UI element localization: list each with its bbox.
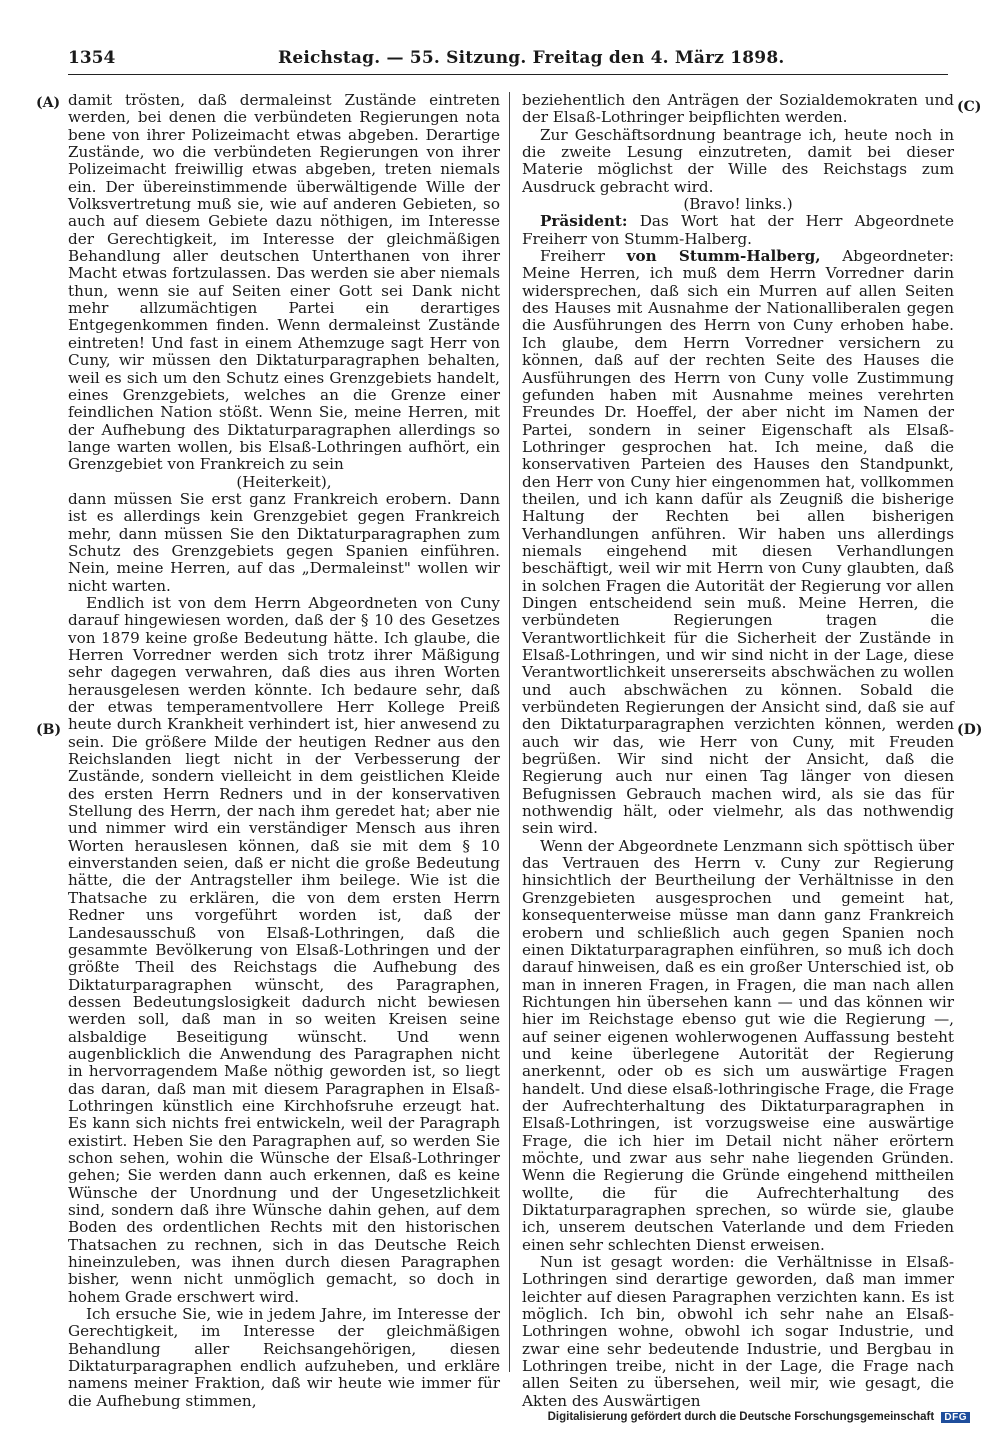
right-column <box>522 91 955 1410</box>
paragraph: Wenn der Abgeordnete Lenzmann sich spöttisch über das Vertrauen des Herrn v. Cuny zur Regierung hinsichtlich der Beurtheilung der Verhältnisse in den Grenzgebieten ausgesprochen und gemeint hat, konsequenterweise müsse man dann ganz Frankreich erobern und schließlich auch gegen Spanien noch einen Diktaturparagraphen einführen, so muß ich doch darauf hinweisen, daß es ein großer Unterschied ist, ob man in inneren Fragen, in Fragen, die man nach allen Richtungen hin übersehen kann — und das können wir hier im Reichstage ebenso gut wie die Regierung —, auf seiner eigenen wohlerwogenen Auffassung besteht und keine überlegene Autorität der Regierung anerkennt, oder ob es sich um auswärtige Fragen handelt. Und diese elsaß-lothringische Frage, die Frage der Aufrechterhaltung des Diktaturparagraphen in Elsaß-Lothringen, ist vorzugsweise eine auswärtige Frage, die ich hier im Detail nicht näher erörtern möchte, und zwar aus sehr nahe liegenden Gründen. Wenn die Regierung die Gründe eingehend mittheilen wollte, die für die Aufrechterhaltung des Diktaturparagraphen sprechen, so würde sie, glaube ich, unserem deutschen Vaterlande und dem Frieden einen sehr schlechten Dienst erweisen. <box>522 836 954 1254</box>
paragraph: Ich ersuche Sie, wie in jedem Jahre, im Interesse der Gerechtigkeit, im Interesse der gleichmäßigen Behandlung aller Reichsangehörigen, diesen Diktaturparagraphen endlich aufzuheben, und erkläre namens meiner Fraktion, daß wir heute wie immer für die Aufhebung stimmen, <box>68 1305 500 1410</box>
footer-text: Digitalisierung gefördert durch die Deutsche Forschungsgemeinschaft <box>547 1411 935 1423</box>
margin-mark-b: (B) <box>36 722 62 738</box>
speaker-name: von Stumm-Halberg, <box>626 247 821 266</box>
margin-mark-a: (A) <box>36 95 61 111</box>
paragraph: Nun ist gesagt worden: die Verhältnisse in Elsaß-Lothringen sind derartige geworden, daß man immer leichter auf diesen Paragraphen verzichten kann. Es ist möglich. Ich bin, obwohl ich sehr nahe an Elsaß-Lothringen wohne, obwohl ich sogar Industrie, und zwar eine sehr bedeutende Industrie, und Bergbau in Lothringen treibe, nicht in der Lage, die Frage nach allen Seiten zu übersehen, weil mir, wie gesagt, die Akten des Auswärtigen <box>522 1253 954 1410</box>
dfg-logo: DFG <box>941 1412 970 1423</box>
left-column <box>68 91 500 1410</box>
speaker-name: Präsident: <box>540 212 628 231</box>
speech-text: Abgeordneter: Meine Herren, ich muß dem Herrn Vorredner darin widersprechen, daß sich ein Murren auf allen Seiten des Hauses mit Ausnahme der Nationalliberalen gegen die Ausführungen des Herrn von Cuny erhoben habe. Ich glaube, dem Herrn Vorredner versichern zu können, daß auf der rechten Seite des Hauses die Ausführungen des Herrn von Cuny volle Zustimmung gefunden haben mit Ausnahme meines verehrten Freundes Dr. Hoeffel, der aber nicht im Namen der Partei, sondern in seiner Eigenschaft als Elsaß-Lothringer gesprochen hat. Ich meine, daß die konservativen Parteien des Hauses den Standpunkt, den Herr von Cuny hier eingenommen hat, vollkommen theilen, und ich kann dafür als Zeugniß die bisherige Haltung der Rechten bei allen bisherigen Verhandlungen anführen. Wir haben uns allerdings niemals eingehend mit diesen Verhandlungen beschäftigt, weil wir mit Herrn von Cuny glaubten, daß in solchen Fragen die Autorität der Regierung vor allen Dingen entscheidend sein muß. Meine Herren, die verbündeten Regierungen tragen die Verantwortlichkeit für die Sicherheit der Zustände in Elsaß-Lothringen, und wir sind nicht in der Lage, diese Verantwortlichkeit unsererseits abschwächen zu wollen und auch abschwächen zu können. Sobald die verbündeten Regierungen der Ansicht sind, daß sie auf den Diktaturparagraphen verzichten können, werden auch wir das, wie Herr von Cuny, mit Freuden begrüßen. Wir sind nicht der Ansicht, daß die Regierung auch nur einen Tag länger von diesen Befugnissen Gebrauch machen wird, als sie das für nothwendig hält, oder vielmehr, als das nothwendig sein wird. <box>522 247 955 838</box>
interjection: (Heiterkeit), <box>236 472 332 491</box>
paragraph: Zur Geschäftsordnung beantrage ich, heute noch in die zweite Lesung einzutreten, damit bei dieser Materie möglichst der Wille des Reichstags zum Ausdruck gebracht wird. <box>522 125 954 196</box>
paragraph <box>522 248 954 838</box>
running-title: Reichstag. — 55. Sitzung. Freitag den 4. März 1898. <box>278 48 785 68</box>
paragraph <box>522 213 954 248</box>
paragraph: dann müssen Sie erst ganz Frankreich erobern. Dann ist es allerdings kein Grenzgebiet gegen Frankreich mehr, dann müssen Sie den Diktaturparagraphen zum Schutz des Grenzgebiets gegen Spanien einführen. Nein, meine Herren, auf das „Dermaleinst" wollen wir nicht warten. <box>68 489 500 595</box>
column-divider <box>509 92 510 1372</box>
interjection: (Bravo! links.) <box>683 195 793 214</box>
paragraph: Endlich ist von dem Herrn Abgeordneten von Cuny darauf hingewiesen worden, daß der § 10 des Gesetzes von 1879 keine große Bedeutung hätte. Ich glaube, die Herren Vorredner werden sich trotz ihrer Mäßigung sehr dagegen verwahren, daß dies aus ihren Worten herausgelesen werden könnte. Ich bedaure sehr, daß der etwas temperamentvollere Herr Kollege Preiß heute durch Krankheit verhindert ist, hier anwesend zu sein. Die größere Milde der heutigen Redner aus den Reichslanden liegt nicht in der Verbesserung der Zustände, sondern vielleicht in dem geistlichen Kleide des ersten Herrn Redners und in der konservativen Stellung des Herrn, der nach ihm geredet hat; aber nie und nimmer wird ein verständiger Mensch aus ihren Worten herauslesen können, daß sie mit dem § 10 einverstanden seien, daß er nicht die große Bedeutung hätte, die der Antragsteller ihm beilege. Wie ist die Thatsache zu erklären, die von dem ersten Herrn Redner uns vorgeführt worden ist, daß der Landesausschuß von Elsaß-Lothringen, daß die gesammte Bevölkerung von Elsaß-Lothringen und der größte Theil des Reichstags die Aufhebung des Diktaturparagraphen wünscht, des Paragraphen, dessen Bedeutungslosigkeit dadurch nicht bewiesen werden soll, daß man in so weiten Kreisen seine alsbaldige Beseitigung wünscht. Und wenn augenblicklich die Anwendung des Paragraphen nicht in hervorragendem Maße nöthig geworden ist, so liegt das daran, daß man mit diesem Paragraphen in Elsaß-Lothringen künstlich eine Kirchhofsruhe erzeugt hat. Es kann sich nichts frei entwickeln, weil der Paragraph existirt. Heben Sie den Paragraphen auf, so werden Sie schon sehen, wohin die Wünsche der Elsaß-Lothringer gehen; Sie werden dann auch erkennen, daß es keine Wünsche der Unordnung und der Ungesetzlichkeit sind, sondern daß ihre Wünsche dahin gehen, auf dem Boden des ordentlichen Rechts mit den historischen Thatsachen zu rechnen, sich in das Deutsche Reich hineinzuleben, was ihnen durch diesen Paragraphen bisher, wenn nicht unmöglich gemacht, so doch in hohem Grade erschwert wird. <box>68 593 500 1306</box>
speaker-title: Freiherr <box>540 247 627 266</box>
margin-mark-c: (C) <box>957 99 982 115</box>
footer-credit <box>548 1411 970 1423</box>
speech-text: Das Wort hat der Herr Abgeordnete Freiherr von Stumm-Halberg. <box>522 212 954 248</box>
page-header <box>68 44 948 75</box>
margin-mark-d: (D) <box>957 722 983 738</box>
page-number: 1354 <box>68 48 116 68</box>
paragraph: damit trösten, daß dermaleinst Zustände eintreten werden, bei denen die verbündeten Regierungen nota bene von ihrer Polizeimacht etwas abgeben. Derartige Zustände, wo die verbündeten Regierungen von ihrer Polizeimacht freiwillig etwas abgeben, treten niemals ein. Der übereinstimmende überwältigende Wille der Volksvertretung muß sie, wie auf anderen Gebieten, so auch auf diesem Gebiete dazu nöthigen, im Interesse der Gerechtigkeit, im Interesse der gleichmäßigen Behandlung aller deutschen Unterthanen von ihrer Macht etwas fortzulassen. Das werden sie aber niemals thun, wenn sie auf Seiten einer Gott sei Dank nicht mehr allzumächtigen Partei ein derartiges Entgegenkommen finden. Wenn dermaleinst Zustände eintreten! Und fast in einem Athemzuge sagt Herr von Cuny, wir müssen den Diktaturparagraphen behalten, weil es sich um den Schutz eines Grenzgebiets handelt, eines Grenzgebiets, welches an die Grenze einer feindlichen Nation stößt. Wenn Sie, meine Herren, mit der Aufhebung des Diktaturparagraphen allerdings so lange warten wollen, bis Elsaß-Lothringen aufhört, ein Grenzgebiet von Frankreich zu sein <box>68 91 500 474</box>
paragraph: beziehentlich den Anträgen der Sozialdemokraten und der Elsaß-Lothringer beipflichten werden. <box>522 91 954 127</box>
